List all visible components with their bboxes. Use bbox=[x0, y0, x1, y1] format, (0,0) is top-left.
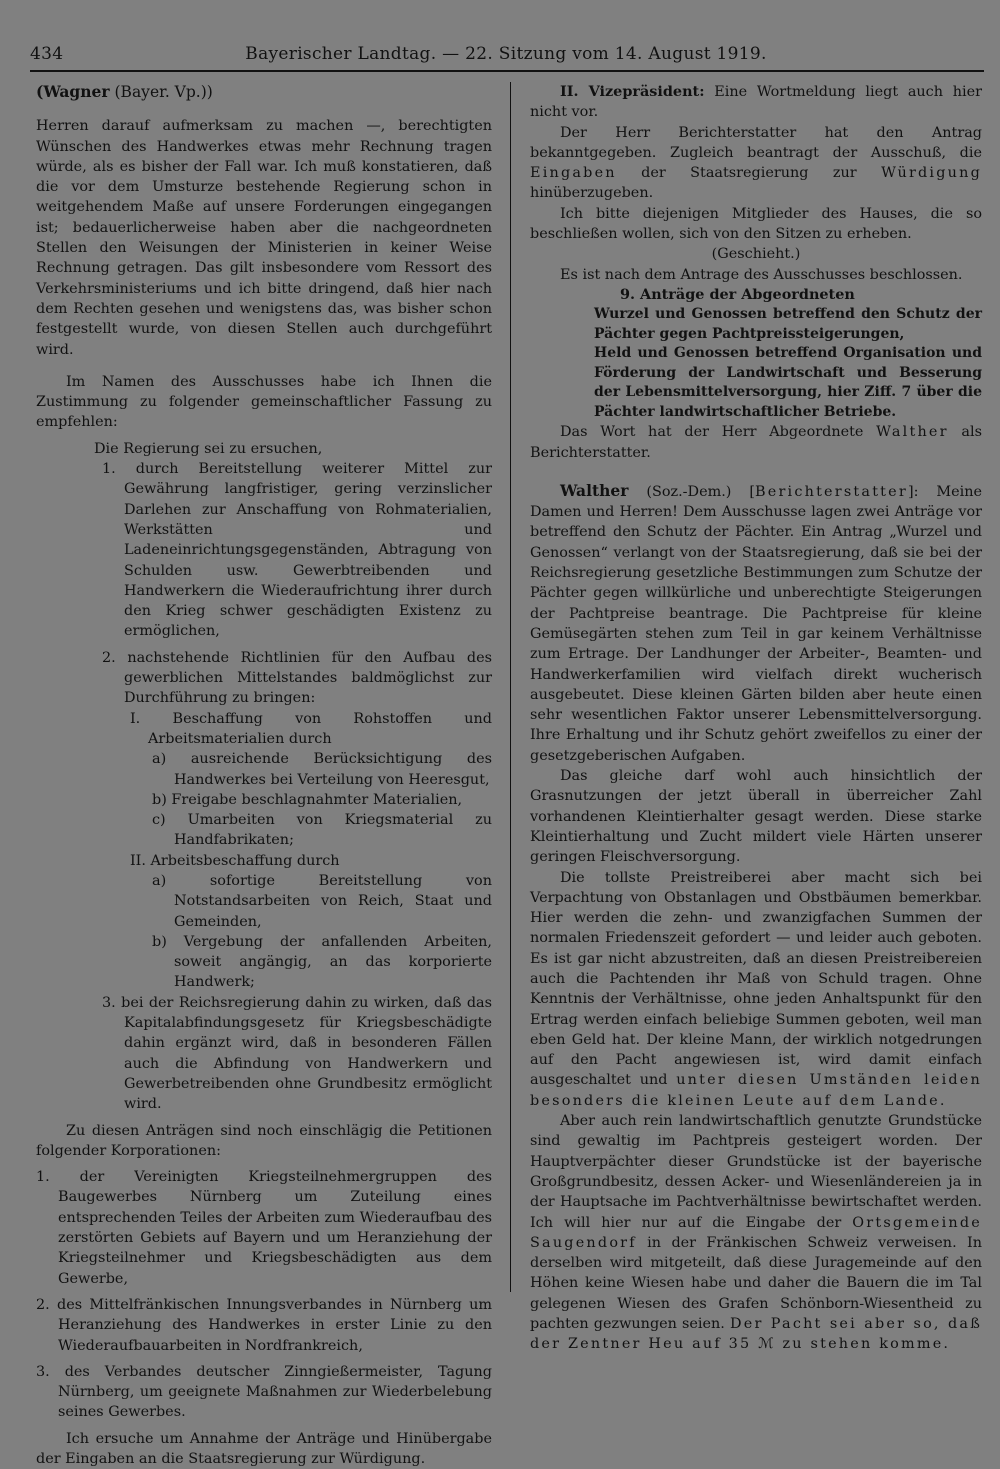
text-run-spaced: Würdigung bbox=[881, 165, 982, 182]
text-run: ]: Meine Damen und Herren! Dem Ausschusse lagen zwei Anträge vor betreffend den Schutz der Pächter. Ein Antrag „Wurzel und Genossen“ verlangt von der Staatsregierung, daß sie bei der Reichsregierung gesetzliche Bestimmungen zum Schutze der Pächter gegen willkürliche und unberechtigte Steigerungen der Pachtpreise beantrage. Die Pachtpreise für kleine Gemüsegärten stehen zum Teil in gar keinem Verhältnisse zum Ertrage. Der Landhunger der Arbeiter-, Beamten- und Handwerkerfamilien wird vielfach direkt wucherisch ausgebeutet. Diese kleinen Gärten bilden aber heute einen sehr wesentlichen Faktor unserer Lebensmittelversorgung. Ihre Erhaltung und ihr Schutz gehört zweifellos zu einer der gesetzgeberischen Aufgaben. bbox=[530, 483, 982, 764]
paragraph: Das gleiche darf wohl auch hinsichtlich der Grasnutzungen der jetzt überall in überreicher Zahl vorhandenen Kleintierhalter gesagt werden. Diese starke Kleintierhaltung und Zucht mildert viele Härten unserer geringen Fleischversorgung. bbox=[530, 768, 982, 866]
column-separator bbox=[510, 82, 511, 1292]
speaker-name: (Wagner bbox=[36, 82, 110, 101]
paragraph: Die Regierung sei zu ersuchen, bbox=[94, 440, 323, 457]
list-item: c) Umarbeiten von Kriegsmaterial zu Handfabrikaten; bbox=[152, 812, 492, 849]
paragraph bbox=[530, 123, 982, 204]
speaker-walther bbox=[530, 481, 982, 766]
list-item: 2. nachstehende Richtlinien für den Aufbau des gewerblichen Mittelstandes baldmöglichst zur Durchführung zu bringen: bbox=[102, 649, 492, 707]
list-item: 1. der Vereinigten Kriegsteilnehmergruppen des Baugewerbes Nürnberg um Zuteilung eines entsprechenden Teiles der Arbeiten zum Wiederaufbau des zerstörten Gebiets auf Bayern und um Heranziehung der Kriegsteilnehmer und Kriegsbeschädigten aus dem Gewerbe, bbox=[36, 1169, 492, 1287]
header-rule bbox=[30, 70, 984, 72]
list-item: 3. des Verbandes deutscher Zinngießermeister, Tagung Nürnberg, um geeignete Maßnahmen zur Wiederbelebung seines Gewerbes. bbox=[36, 1363, 492, 1421]
text-run-spaced: Eingaben bbox=[530, 165, 617, 182]
text-run: Das Wort hat der Herr Abgeordnete bbox=[560, 424, 877, 441]
paragraph: Herren darauf aufmerksam zu machen —, berechtigten Wünschen des Handwerkes etwas mehr Rechnung tragen würde, als es bisher der Fall war. Ich muß konstatieren, daß die vor dem Umsturze bestehende Regierung schon in weitgehendem Maße auf unsere Forderungen eingegangen ist; bedauerlicherweise haben aber die nachgeordneten Stellen den Weisungen der Ministerien in keiner Weise Rechnung getragen. Das gilt insbesondere vom Ressort des Verkehrsministeriums und ich bitte dringend, daß hier nach dem Rechten gesehen und wenigstens das, was bisher schon festgestellt wurde, von diesen Stellen auch durchgeführt wird. bbox=[36, 118, 492, 358]
agenda-item-title: 9. Anträge der Abgeordneten bbox=[620, 285, 855, 303]
speaker-party: (Soz.-Dem.) [ bbox=[628, 483, 755, 500]
paragraph: Ich ersuche um Annahme der Anträge und Hinübergabe der Eingaben an die Staatsregierung zur Würdigung. bbox=[36, 1430, 492, 1467]
speaker-vizepraesident bbox=[530, 82, 982, 123]
list-item: 1. durch Bereitstellung weiterer Mittel zur Gewährung langfristiger, gering verzinslicher Darlehen zur Anschaffung von Rohmaterialien, Werkstätten und Ladeneinrichtungsgegenständen, Abtragung von Schulden usw. Gewerbtreibenden und Handwerkern die Wiederaufrichtung ihrer durch den Krieg schwer geschädigten Existenz zu ermöglichen, bbox=[102, 461, 492, 640]
list-item: II. Arbeitsbeschaffung durch bbox=[130, 852, 340, 869]
list-item: b) Vergebung der anfallenden Arbeiten, soweit angängig, an das korporierte Handwerk; bbox=[152, 933, 492, 991]
text-run-spaced: unter diesen Umständen leiden besonders die kleinen Leute auf dem Lande. bbox=[530, 1072, 982, 1109]
list-item: 2. des Mittelfränkischen Innungsverbandes in Nürnberg um Heranziehung des Handwerkes in erster Linie zu den Wiederaufbauarbeiten in Nordfrankreich, bbox=[36, 1296, 492, 1354]
text-run: in der Fränkischen Schweiz verweisen. In derselben wird mitgeteilt, daß diese Juragemeinde auf den Höhen keine Wiesen habe und daher die Bauern die im Tal gelegenen Wiesen des Grafen Schönborn-Wiesentheid zu pachten gezwungen seien. bbox=[530, 1234, 982, 1333]
right-column bbox=[530, 82, 982, 1355]
list-item: 3. bei der Reichsregierung dahin zu wirken, daß das Kapitalabfindungsgesetz für Kriegsbeschädigte dahin ergänzt wird, daß in besonderen Fällen auch die Abfindung von Handwerkern und Gewerbetreibenden ohne Grundbesitz ermöglicht wird. bbox=[102, 994, 492, 1113]
page-number: 434 bbox=[30, 44, 64, 64]
text-run: Aber auch rein landwirtschaftlich genutzte Grundstücke sind gewaltig im Pachtpreis gesteigert worden. Der Hauptverpächter dieser Grundstücke ist der bayerische Großgrundbesitz, dessen Acker- und Wiesenländereien ja in der Hauptsache im Pachtverhältnisse bewirtschaftet werden. Ich will hier nur auf die Eingabe der bbox=[530, 1113, 982, 1231]
list-item: a) ausreichende Berücksichtigung des Handwerkes bei Verteilung von Heeresgut, bbox=[152, 751, 492, 788]
speaker-text: Eine Wortmeldung liegt auch hier nicht vor. bbox=[530, 84, 982, 121]
text-run: hinüberzugeben. bbox=[530, 185, 654, 202]
text-run: der Staatsregierung zur bbox=[616, 165, 882, 182]
paragraph: Zu diesen Anträgen sind noch einschlägig die Petitionen folgender Korporationen: bbox=[36, 1122, 492, 1159]
page-header bbox=[30, 44, 982, 70]
list-item: b) Freigabe beschlagnahmter Materialien, bbox=[152, 791, 463, 808]
paragraph bbox=[530, 868, 982, 1112]
agenda-entry: Wurzel und Genossen betreffend den Schutz der Pächter gegen Pachtpreissteigerungen, bbox=[594, 306, 982, 342]
paragraph: Es ist nach dem Antrage des Ausschusses beschlossen. bbox=[560, 266, 963, 283]
speaker-name: II. Vizepräsident: bbox=[560, 83, 705, 100]
text-run: Die tollste Preistreiberei aber macht sich bei Verpachtung von Obstanlagen und Obstbäumen bemerkbar. Hier werden die zehn- und zwanzigfachen Summen der normalen Friedenszeit gefordert — und leider auch geboten. Es ist gar nicht abzustreiten, daß an diesen Preistreibereien auch die Pachtenden ihr Maß von Schuld tragen. Ohne Kenntnis der Verhältnisse, ohne jeden Anhaltspunkt für den Ertrag werden einfach beliebige Summen geboten, weil man eben Geld hat. Der kleine Mann, der wirklich notgedrungen auf den Pacht angewiesen ist, wird damit einfach ausgeschaltet und bbox=[530, 869, 982, 1089]
left-column bbox=[36, 82, 492, 1469]
running-title: Bayerischer Landtag. — 22. Sitzung vom 14. August 1919. bbox=[245, 44, 767, 64]
paragraph bbox=[530, 1111, 982, 1355]
text-run-spaced: Walther bbox=[876, 424, 949, 441]
stage-direction: (Geschieht.) bbox=[711, 246, 801, 263]
agenda-entry: Held und Genossen betreffend Organisation und Förderung der Landwirtschaft und Besserung der Lebensmittelversorgung, hier Ziff. 7 über die Pächter landwirtschaftlicher Betriebe. bbox=[594, 345, 982, 420]
speaker-name: Walther bbox=[560, 480, 629, 500]
list-item: I. Beschaffung von Rohstoffen und Arbeitsmaterialien durch bbox=[130, 710, 492, 747]
text-run-spaced: Der Pacht sei aber so, daß der Zentner Heu auf 35 ℳ zu stehen komme. bbox=[530, 1316, 983, 1353]
text-run: als Berichterstatter. bbox=[530, 424, 982, 461]
list-item: a) sofortige Bereitstellung von Notstandsarbeiten von Reich, Staat und Gemeinden, bbox=[152, 872, 492, 930]
paragraph: Ich bitte diejenigen Mitglieder des Hauses, die so beschließen wollen, sich von den Sitzen zu erheben. bbox=[530, 205, 982, 243]
paragraph: Im Namen des Ausschusses habe ich Ihnen die Zustimmung zu folgender gemeinschaftlicher Fassung zu empfehlen: bbox=[36, 373, 492, 431]
text-run-spaced: Ortsgemeinde Saugendorf bbox=[530, 1214, 982, 1251]
paragraph bbox=[530, 422, 982, 463]
text-run: Der Herr Berichterstatter hat den Antrag bekanntgegeben. Zugleich beantragt der Ausschuß, die bbox=[530, 124, 982, 161]
speaker-heading-wagner bbox=[36, 82, 492, 102]
speaker-party: (Bayer. Vp.)) bbox=[109, 83, 213, 101]
speaker-role: Berichterstatter bbox=[754, 483, 908, 500]
